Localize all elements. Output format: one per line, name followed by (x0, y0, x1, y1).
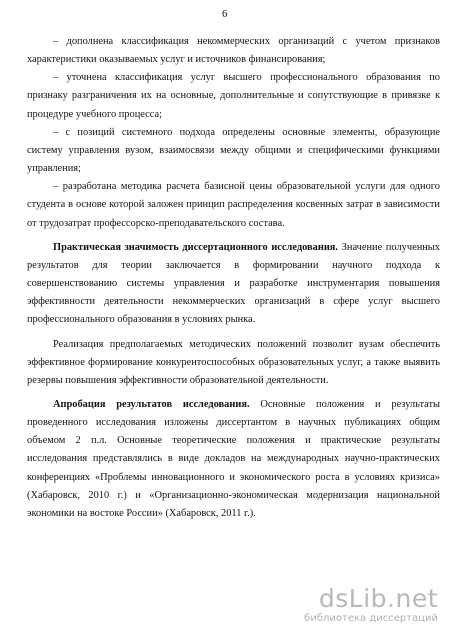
practical-significance-heading: Практическая значимость диссертационного исследования. (53, 241, 339, 253)
page-number: 6 (222, 8, 228, 20)
watermark-logo: dsLib.net (318, 584, 438, 613)
watermark-tagline: библиотека диссертаций (304, 613, 438, 624)
paragraph-system-approach: – с позиций системного подхода определены основные элементы, образующие систему управления вузом, взаимосвязи между общими и специфическими функциями управления; (27, 126, 440, 175)
paragraph-classification-services: – уточнена классификация услуг высшего профессионального образования по признаку разграничения их на основные, дополнительные и сопутствующие в привязке к процедуре учебного процесса; (27, 72, 440, 120)
paragraph-classification-nko: – дополнена классификация некоммерческих организаций с учетом признаков характеристики оказываемых услуг и источников финансирования; (27, 36, 440, 66)
dslib-watermark (304, 586, 438, 625)
paragraph-implementation: Реализация предполагаемых методических положений позволит вузам обеспечить эффективное формирование конкурентоспособных образовательных услуг, а также выявить резервы повышения эффективности образовательной деятельности. (27, 338, 440, 386)
approbation-heading: Апробация результатов исследования. (53, 398, 250, 410)
body-text (27, 33, 440, 523)
paragraph-approbation (27, 396, 440, 523)
paragraph-pricing-method: – разработана методика расчета базисной цены образовательной услуги для одного студента в основе которой заложен принцип распределения косвенных затрат в зависимости от трудозатрат профессорско-преподавательского состава. (27, 181, 440, 229)
paragraph-practical-significance (27, 239, 440, 330)
practical-significance-text: Значение полученных результатов для теории заключается в формировании научного подхода к совершенствованию системы управления и разработке инструментария повышения эффективности деятельности некоммерческих организаций в сфере услуг высшего профессионального образования в условиях рынка. (27, 241, 440, 326)
approbation-text: Основные положения и результаты проведенного исследования изложены диссертантом в научных публикациях общим объемом 2 п.л. Основные теоретические положения и практические результаты исследования представлялись в виде докладов на международных научно-практических конференциях «Проблемы инновационного и экономического роста в условиях кризиса» (Хабаровск, 2010 г.) и «Организационно-экономическая модернизация национальной экономики на востоке России» (Хабаровск, 2011 г.). (27, 398, 440, 519)
